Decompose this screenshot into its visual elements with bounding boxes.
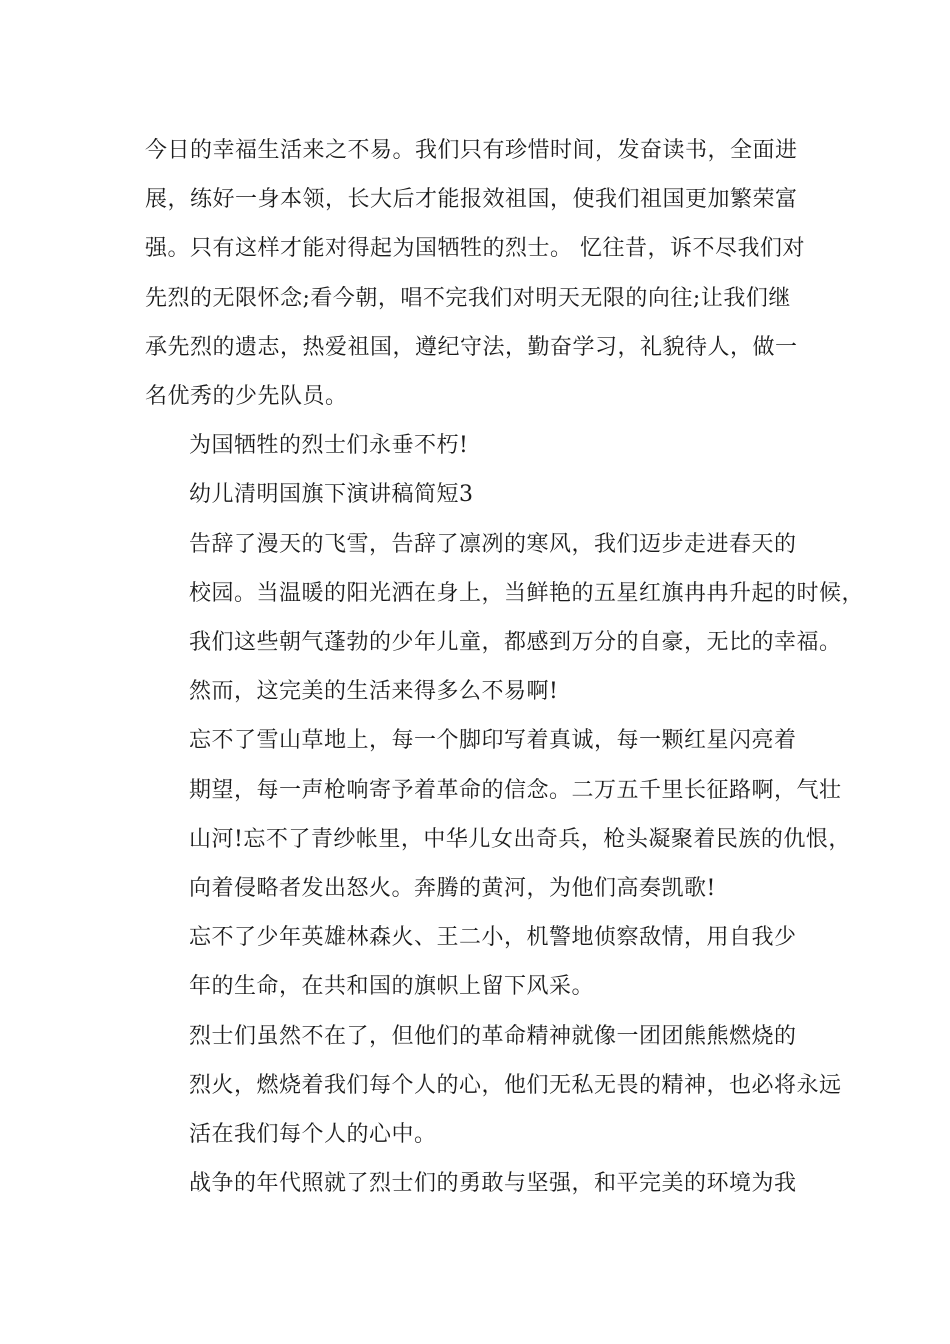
text-line: 今日的幸福生活来之不易。我们只有珍惜时间，发奋读书，全面进: [145, 138, 798, 163]
paragraph: [145, 126, 810, 421]
text-line: 期望，每一声枪响寄予着革命的信念。二万五千里长征路啊，气壮: [189, 777, 842, 803]
text-line: 告辞了漫天的飞雪，告辞了凛冽的寒风，我们迈步走进春天的: [189, 531, 797, 557]
text-line: 幼儿清明国旗下演讲稿简短3: [189, 482, 474, 508]
text-line: 强。只有这样才能对得起为国牺牲的烈士。 忆往昔，诉不尽我们对: [145, 236, 805, 262]
paragraph: [145, 1012, 842, 1160]
paragraph: [145, 716, 851, 913]
document-body: [145, 126, 865, 1208]
text-line: 年的生命，在共和国的旗帜上留下风采。: [189, 974, 595, 1000]
text-line: 战争的年代照就了烈士们的勇敢与坚强，和平完美的环境为我: [189, 1171, 797, 1197]
text-line: 我们这些朝气蓬勃的少年儿童，都感到万分的自豪，无比的幸福。: [189, 630, 842, 656]
paragraph: [145, 1159, 810, 1208]
text-line: 山河!忘不了青纱帐里，中华儿女出奇兵，枪头凝聚着民族的仇恨，: [189, 826, 851, 852]
paragraph: [145, 421, 810, 470]
paragraph: [145, 520, 865, 717]
text-line: 烈士们虽然不在了，但他们的革命精神就像一团团熊熊燃烧的: [189, 1023, 797, 1049]
paragraph: [145, 913, 810, 1011]
text-line: 校园。当温暖的阳光洒在身上，当鲜艳的五星红旗冉冉升起的时候，: [189, 580, 865, 606]
text-line: 为国牺牲的烈士们永垂不朽!: [189, 433, 469, 459]
text-line: 先烈的无限怀念;看今朝，唱不完我们对明天无限的向往;让我们继: [145, 285, 791, 311]
text-line: 忘不了少年英雄林森火、王二小，机警地侦察敌情，用自我少: [189, 925, 797, 951]
text-line: 名优秀的少先队员。: [145, 384, 348, 410]
text-line: 向着侵略者发出怒火。奔腾的黄河，为他们高奏凯歌!: [189, 876, 716, 902]
text-line: 然而，这完美的生活来得多么不易啊!: [189, 679, 559, 705]
paragraph: [145, 470, 810, 519]
text-line: 展，练好一身本领，长大后才能报效祖国，使我们祖国更加繁荣富: [145, 187, 798, 213]
text-line: 承先烈的遗志，热爱祖国，遵纪守法，勤奋学习，礼貌待人，做一: [145, 334, 798, 360]
text-line: 烈火，燃烧着我们每个人的心，他们无私无畏的精神，也必将永远: [189, 1072, 842, 1098]
text-line: 活在我们每个人的心中。: [189, 1122, 437, 1148]
text-line: 忘不了雪山草地上，每一个脚印写着真诚，每一颗红星闪亮着: [189, 728, 797, 754]
